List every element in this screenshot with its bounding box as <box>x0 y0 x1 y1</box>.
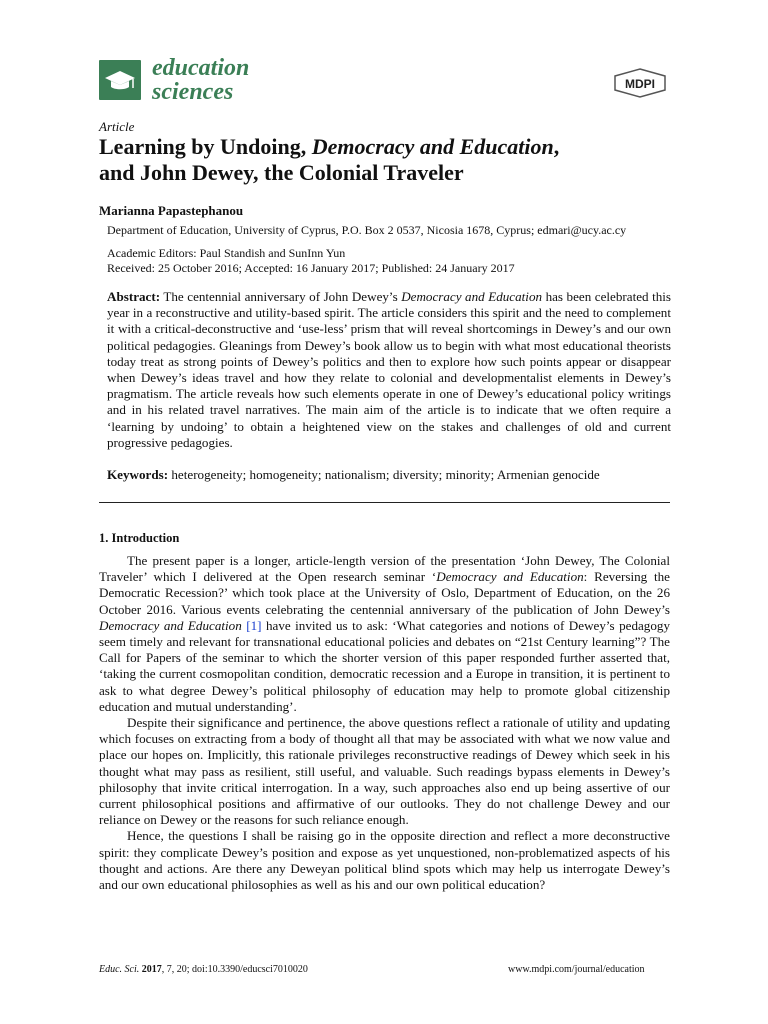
paragraph-1 <box>99 553 670 715</box>
title-line2: and John Dewey, the Colonial Traveler <box>99 160 464 185</box>
title-italic: Democracy and Education <box>311 134 554 159</box>
title-part1: Learning by Undoing, <box>99 134 312 159</box>
publisher-name: MDPI <box>625 77 655 91</box>
paragraph-1-text-a: The present paper is a longer, article-length version of the presentation ‘John Dewey, The Colonial Traveler’ which I delivered at the Open research seminar ‘ <box>99 553 670 585</box>
abstract <box>107 289 671 451</box>
mdpi-hexagon-icon <box>612 68 668 98</box>
paragraph-1-text-b: : Reversing the Democratic Recession?’ which took place at the University of Oslo, Department of Education, on the 26 October 2016. Various events celebrating the centennial anniversary of the publication of John Dewey’s <box>99 569 670 617</box>
journal-name-line1: education <box>152 55 250 81</box>
paragraph-3: Hence, the questions I shall be raising go in the opposite direction and reflect a more deconstructive spirit: they complicate Dewey’s position and expose as yet unquestioned, non-problematized aspects of his thought and actions. Are there any Deweyan political blind spots which may help us interrogate Dewey’s and our own educational philosophies as well as his and our own political education? <box>99 828 670 893</box>
section-heading: 1. Introduction <box>99 531 180 545</box>
article-type: Article <box>99 119 135 134</box>
footer-journal-abbr: Educ. Sci. <box>99 964 140 975</box>
article-metadata <box>107 246 515 276</box>
publisher-logo <box>612 68 668 103</box>
abstract-label: Abstract: <box>107 289 161 304</box>
graduation-cap-icon <box>99 60 141 100</box>
paragraph-1-text-c: have invited us to ask: ‘What categories and notions of Dewey’s pedagogy seem timely and relevant for transnational educational policies and debates on “21st Century learning”? The Call for Papers of the seminar to which the shorter version of this paper responded further asserted that, ‘taking the current cosmopolitan condition, democratic recession and a Europe in transition, it is pertinent to ask to what degree Dewey’s political philosophy of education may help to promote global citizenship education and mutual understanding’. <box>99 617 670 714</box>
journal-name-line2: sciences <box>152 79 234 105</box>
paragraph-1-italic-b: Democracy and Education <box>99 617 242 633</box>
academic-editors: Academic Editors: Paul Standish and SunInn Yun <box>107 246 346 260</box>
author-name: Marianna Papastephanou <box>99 203 244 218</box>
paragraph-1-italic-a: Democracy and Education <box>436 569 584 585</box>
title-part3: , <box>553 134 560 159</box>
keywords <box>107 467 671 483</box>
keywords-label: Keywords: <box>107 467 169 482</box>
abstract-text-2: has been celebrated this year in a reconstructive and utility-based spirit. The article considers this spirit and the need to complement it with a critical-deconstructive and ‘use-less’ prism that will reveal shortcomings in Dewey’s and our own political pedagogies. Gleanings from Dewey’s book allow us to begin with what most educational theorists today treat as strong points of Dewey’s politics and then to explore how such points appear or disappear when Dewey’s ideas travel and how they relate to colonial and developmentalist elements in Dewey’s pragmatism. The article reveals how such elements operate in one of Dewey’s educational policy writings and in his related travel narratives. The main aim of the article is to indicate that we often require a ‘learning by undoing’ to obtain a heightened view on the stakes and challenges of old and current progressive pedagogies. <box>107 289 671 450</box>
divider <box>99 502 670 503</box>
abstract-italic: Democracy and Education <box>401 289 543 304</box>
affiliation: Department of Education, University of Cyprus, P.O. Box 2 0537, Nicosia 1678, Cyprus; edmari@ucy.ac.cy <box>107 223 627 237</box>
footer-year: 2017 <box>141 964 162 975</box>
footer-citation <box>99 964 308 975</box>
footer-doi: , 7, 20; doi:10.3390/educsci7010020 <box>161 964 308 975</box>
journal-name <box>152 56 249 104</box>
body-text <box>99 553 670 893</box>
footer-url[interactable]: www.mdpi.com/journal/education <box>508 964 645 975</box>
paragraph-2: Despite their significance and pertinence, the above questions reflect a rationale of utility and updating which focuses on extracting from a body of thought all that may be associated with what we now value and place our hopes on. Implicitly, this rationale privileges reconstructive readings of Dewey which seek in his thought what may pass as resilient, still useful, and valuable. Such readings bypass elements in Dewey’s philosophy that invite critical interrogation. In a way, such approaches also end up being assertive of our current philosophical positions and affirmative of our outlooks. They do not challenge Dewey and our reliance on Dewey or the reasons for such reliance enough. <box>99 715 670 828</box>
keywords-text: heterogeneity; homogeneity; nationalism; diversity; minority; Armenian genocide <box>168 467 600 482</box>
journal-logo <box>99 60 141 100</box>
publication-dates: Received: 25 October 2016; Accepted: 16 January 2017; Published: 24 January 2017 <box>107 261 515 275</box>
paper-title <box>99 134 699 186</box>
abstract-text-1: The centennial anniversary of John Dewey’s <box>160 289 402 304</box>
reference-link[interactable]: [1] <box>246 617 262 633</box>
